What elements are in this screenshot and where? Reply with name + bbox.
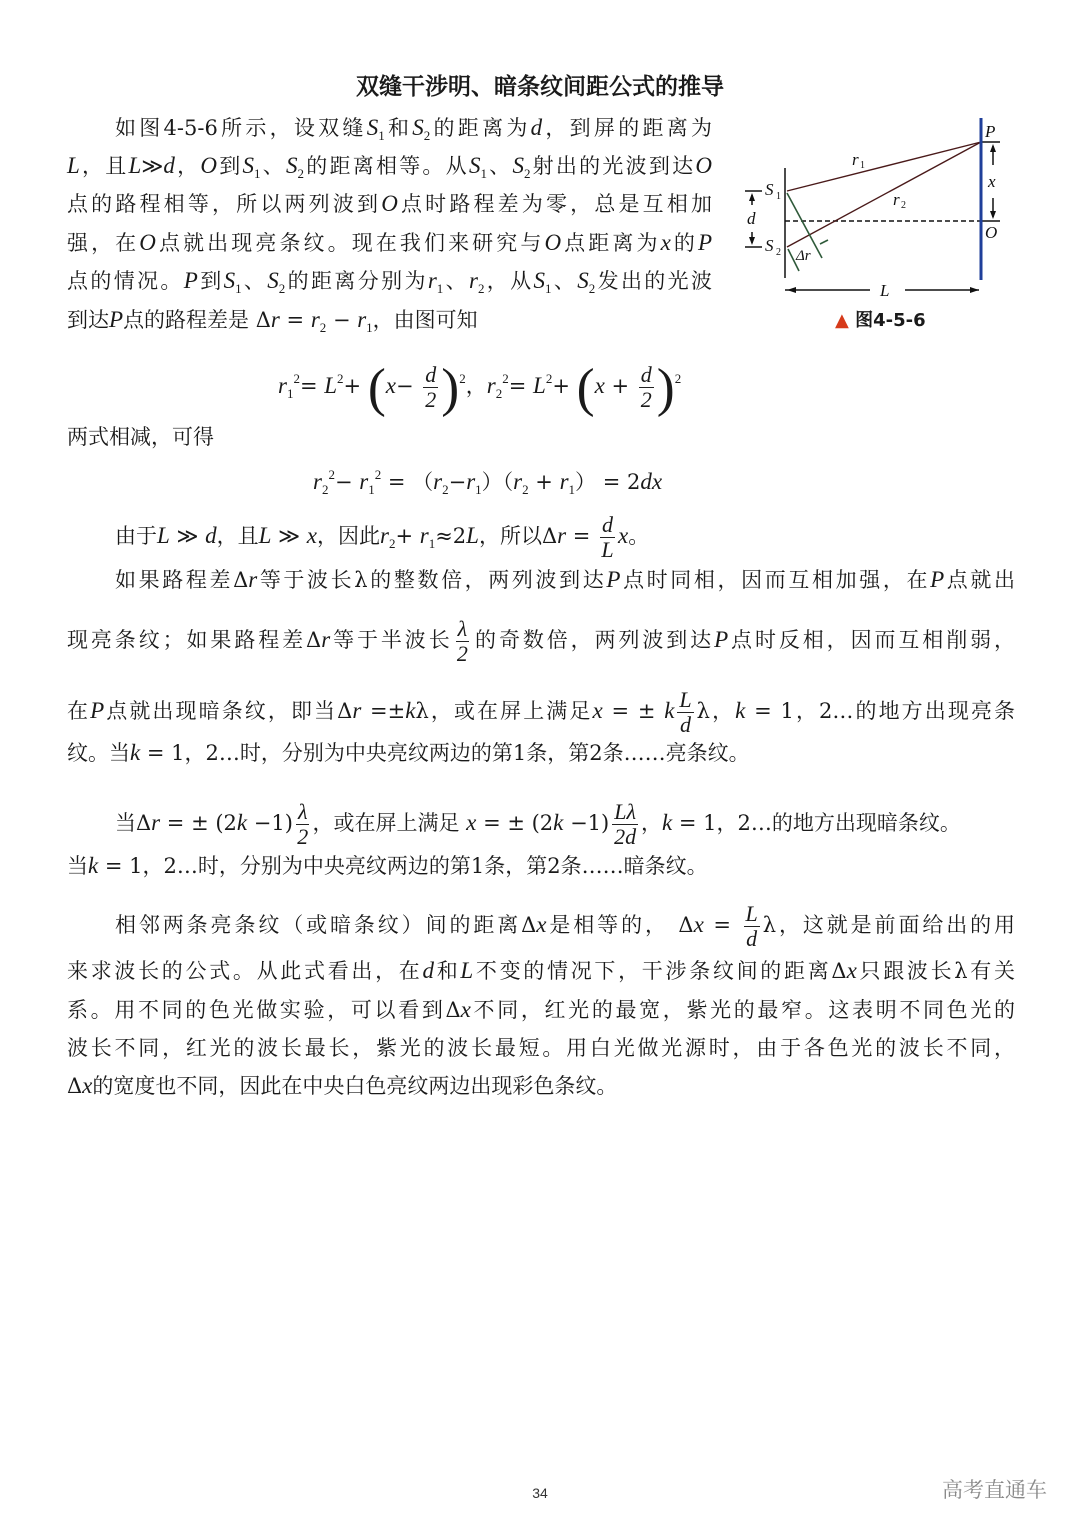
text: 当Δ bbox=[115, 811, 152, 835]
text: 两式相减，可得 bbox=[67, 425, 214, 449]
math-var: L bbox=[157, 523, 170, 548]
math-var: dx bbox=[640, 469, 663, 494]
math-var: L bbox=[128, 153, 142, 178]
text-line bbox=[67, 616, 1016, 666]
math-var: d bbox=[530, 115, 543, 140]
math-var: x bbox=[460, 997, 471, 1022]
math-var: d bbox=[422, 958, 434, 983]
text: 点时反相，因而互相削弱， bbox=[728, 628, 1016, 652]
math-var: r bbox=[357, 307, 367, 332]
subscript: 2 bbox=[477, 281, 485, 296]
math-var: S bbox=[412, 115, 424, 140]
text: 不变的情况下，干涉条纹间的距离Δ bbox=[473, 959, 847, 983]
math-var: L bbox=[460, 958, 474, 983]
math-var: P bbox=[930, 567, 945, 592]
math-var: r bbox=[559, 469, 569, 494]
label-O: O bbox=[985, 223, 998, 242]
numerator: d bbox=[602, 512, 614, 537]
math-var: x bbox=[660, 230, 671, 255]
text: = （ bbox=[381, 470, 434, 494]
text: ， bbox=[640, 811, 662, 835]
fraction bbox=[423, 363, 438, 412]
text: 、 bbox=[241, 269, 268, 293]
subscript: 2 bbox=[321, 482, 329, 497]
subscript: 1 bbox=[480, 166, 487, 181]
denominator: 2d bbox=[614, 824, 637, 849]
math-var: r bbox=[321, 627, 331, 652]
math-var: r bbox=[352, 698, 362, 723]
numerator: λ bbox=[297, 799, 308, 824]
text: 、 bbox=[260, 154, 286, 178]
math-var: k bbox=[130, 740, 141, 765]
label-L: L bbox=[880, 281, 890, 300]
text: 点就出 bbox=[944, 568, 1016, 592]
label-r2: r bbox=[893, 190, 900, 209]
math-var: L bbox=[466, 523, 479, 548]
text: ， bbox=[465, 374, 487, 398]
label-r1-sub: 1 bbox=[860, 160, 865, 171]
text: 点的路程差是 Δ bbox=[123, 308, 271, 332]
figure-caption bbox=[835, 306, 926, 332]
math-var: d bbox=[205, 523, 217, 548]
text: 点的路程相等，所以两列波到 bbox=[67, 192, 382, 216]
math-var: x bbox=[693, 912, 704, 937]
text: 和 bbox=[434, 959, 461, 983]
denominator: d bbox=[746, 926, 758, 951]
text: 到达 bbox=[67, 308, 109, 332]
text: 点就出现暗条纹，即当Δ bbox=[104, 699, 353, 723]
text: = bbox=[703, 913, 741, 937]
text: = bbox=[508, 374, 534, 398]
label-S2-sub: 2 bbox=[776, 247, 781, 258]
label-d: d bbox=[747, 209, 756, 228]
text: 、 bbox=[551, 269, 578, 293]
superscript: 2 bbox=[459, 371, 466, 386]
text: ，由图可知 bbox=[372, 308, 478, 332]
math-var: O bbox=[544, 230, 562, 255]
numerator: d bbox=[425, 362, 437, 387]
fraction bbox=[296, 800, 310, 849]
denominator: 2 bbox=[640, 387, 652, 412]
math-var: r bbox=[468, 268, 478, 293]
text: + bbox=[395, 524, 420, 548]
math-var: P bbox=[109, 307, 124, 332]
text-line bbox=[67, 995, 1015, 1025]
text: = 1，2…时，分别为中央亮纹两边的第1条，第2条……亮条纹。 bbox=[140, 741, 750, 765]
denominator: d bbox=[680, 712, 692, 737]
text-line bbox=[313, 460, 663, 497]
text: 点时同相，因而互相加强，在 bbox=[620, 568, 931, 592]
text: + bbox=[528, 470, 560, 494]
text: 的 bbox=[670, 231, 698, 255]
subscript: 2 bbox=[522, 482, 529, 497]
subscript: 1 bbox=[235, 281, 242, 296]
text: 的宽度也不同，因此在中央白色亮纹两边出现彩色条纹。 bbox=[92, 1074, 618, 1098]
page-title: 双缝干涉明、暗条纹间距公式的推导 bbox=[356, 74, 724, 100]
big-paren: ( bbox=[367, 357, 386, 418]
superscript: 2 bbox=[374, 467, 382, 482]
text-line bbox=[67, 422, 214, 452]
triangle-icon: ▲ bbox=[835, 310, 849, 331]
superscript: 2 bbox=[545, 371, 553, 386]
math-var: r bbox=[313, 469, 322, 494]
fraction bbox=[600, 513, 615, 562]
watermark: 高考直通车 bbox=[942, 1478, 1047, 1502]
superscript: 2 bbox=[337, 371, 344, 386]
math-var: S bbox=[577, 268, 589, 293]
text: 相邻两条亮条纹（或暗条纹）间的距离Δ bbox=[115, 913, 537, 937]
subscript: 1 bbox=[366, 320, 373, 335]
math-var: r bbox=[433, 469, 443, 494]
subscript: 1 bbox=[545, 281, 552, 296]
text-line bbox=[67, 738, 750, 768]
text: ，所以Δ bbox=[478, 524, 558, 548]
text: λ，这就是前面给出的用 bbox=[762, 913, 1016, 937]
text: = bbox=[566, 524, 598, 548]
superscript: 2 bbox=[502, 371, 509, 386]
text: ，且 bbox=[79, 154, 129, 178]
text: 纹。当 bbox=[67, 741, 130, 765]
text: 是相等的， Δ bbox=[546, 913, 694, 937]
text: Δ bbox=[67, 1074, 83, 1098]
math-var: d bbox=[163, 153, 175, 178]
text: 和 bbox=[384, 116, 413, 140]
text: 如果路程差Δ bbox=[115, 568, 249, 592]
text: ，且 bbox=[216, 524, 259, 548]
subscript: 2 bbox=[423, 128, 431, 143]
text: −1) bbox=[563, 811, 610, 835]
math-var: S bbox=[366, 115, 379, 140]
text: = ± (2 bbox=[160, 811, 237, 835]
math-var: S bbox=[223, 268, 236, 293]
math-var: S bbox=[533, 268, 546, 293]
text: ，从 bbox=[484, 269, 534, 293]
subscript: 2 bbox=[588, 281, 596, 296]
numerator: L bbox=[679, 687, 692, 712]
math-var: P bbox=[183, 268, 198, 293]
text: 、 bbox=[443, 269, 469, 293]
subscript: 2 bbox=[319, 320, 327, 335]
subscript: 2 bbox=[523, 166, 531, 181]
text-line bbox=[278, 357, 682, 418]
math-var: L bbox=[258, 523, 272, 548]
text: 系。用不同的色光做实验，可以看到Δ bbox=[67, 998, 461, 1022]
figure-double-slit-diagram bbox=[0, 0, 1080, 340]
math-var: x bbox=[536, 912, 547, 937]
math-var: L bbox=[67, 153, 80, 178]
math-var: r bbox=[248, 567, 258, 592]
math-var: L bbox=[533, 373, 546, 398]
text: = bbox=[279, 308, 311, 332]
text: ） = 2 bbox=[575, 470, 641, 494]
big-paren: ( bbox=[576, 357, 595, 418]
subscript: 1 bbox=[436, 281, 444, 296]
math-var: r bbox=[359, 469, 369, 494]
subscript: 1 bbox=[428, 536, 436, 551]
text: 到 bbox=[216, 154, 243, 178]
figure-caption-text: 图4-5-6 bbox=[855, 310, 926, 331]
math-var: P bbox=[714, 627, 729, 652]
subscript: 1 bbox=[286, 386, 294, 401]
text: 只跟波长λ有关 bbox=[856, 959, 1016, 983]
text: ≈2 bbox=[435, 524, 467, 548]
big-paren: ) bbox=[441, 357, 460, 418]
text: 当 bbox=[67, 854, 88, 878]
label-r2-sub: 2 bbox=[901, 200, 906, 211]
text: = ± (2 bbox=[476, 811, 554, 835]
label-S1: S bbox=[765, 180, 774, 199]
text: 来求波长的公式。从此式看出，在 bbox=[67, 959, 423, 983]
math-var: x bbox=[306, 523, 317, 548]
math-var: x bbox=[592, 698, 603, 723]
text: ，到屏的距离为 bbox=[542, 116, 713, 140]
math-var: x bbox=[385, 373, 397, 398]
text: 点就出现亮条纹。现在我们来研究与 bbox=[155, 231, 545, 255]
math-var: r bbox=[557, 523, 567, 548]
text: 发出的光波 bbox=[595, 269, 713, 293]
label-S1-sub: 1 bbox=[776, 191, 781, 202]
text-line bbox=[67, 1033, 1015, 1063]
math-var: k bbox=[661, 810, 673, 835]
numerator: Lλ bbox=[614, 799, 636, 824]
label-P: P bbox=[985, 122, 996, 141]
subscript: 1 bbox=[368, 482, 375, 497]
math-var: P bbox=[697, 230, 713, 255]
math-var: x bbox=[618, 523, 629, 548]
math-var: S bbox=[285, 153, 298, 178]
subscript: 1 bbox=[568, 482, 576, 497]
text-line bbox=[67, 687, 1016, 737]
text: − bbox=[396, 374, 421, 398]
text-line bbox=[67, 1071, 617, 1101]
text: = 1，2…时，分别为中央亮纹两边的第1条，第2条……暗条纹。 bbox=[98, 854, 708, 878]
math-var: r bbox=[151, 810, 161, 835]
text-line bbox=[115, 799, 961, 849]
math-var: x bbox=[846, 958, 857, 983]
big-paren: ) bbox=[656, 357, 675, 418]
text: ≫ bbox=[141, 154, 164, 178]
text: 到 bbox=[197, 269, 224, 293]
math-var: r bbox=[427, 268, 437, 293]
text: λ， bbox=[696, 699, 736, 723]
text: 的距离为 bbox=[430, 116, 531, 140]
text: 点距离为 bbox=[561, 231, 661, 255]
math-var: k bbox=[553, 810, 564, 835]
text: ≫ bbox=[169, 524, 206, 548]
math-var: r bbox=[380, 523, 389, 548]
math-var: r bbox=[513, 469, 523, 494]
text: + bbox=[343, 374, 368, 398]
subscript: 2 bbox=[495, 386, 503, 401]
math-var: x bbox=[594, 373, 605, 398]
math-var: r bbox=[466, 469, 476, 494]
math-var: O bbox=[200, 153, 217, 178]
math-var: k bbox=[405, 698, 416, 723]
fraction bbox=[456, 617, 470, 666]
text: 的奇数倍，两列波到达 bbox=[472, 628, 715, 652]
text: 在 bbox=[67, 699, 91, 723]
denominator: L bbox=[601, 537, 614, 562]
math-var: x bbox=[466, 810, 477, 835]
text: − bbox=[448, 470, 467, 494]
math-var: S bbox=[242, 153, 254, 178]
math-var: r bbox=[270, 307, 280, 332]
math-var: r bbox=[310, 307, 320, 332]
superscript: 2 bbox=[293, 371, 300, 386]
math-var: O bbox=[139, 230, 156, 255]
text: − bbox=[334, 470, 360, 494]
text: + bbox=[552, 374, 577, 398]
text: ，因此 bbox=[317, 524, 380, 548]
fraction bbox=[639, 363, 654, 412]
math-var: k bbox=[664, 698, 675, 723]
text: ， bbox=[174, 154, 201, 178]
subscript: 2 bbox=[278, 281, 286, 296]
math-var: O bbox=[695, 153, 713, 178]
label-delta-r: Δr bbox=[796, 248, 811, 264]
numerator: L bbox=[745, 901, 758, 926]
label-x: x bbox=[988, 172, 996, 191]
denominator: 2 bbox=[425, 387, 437, 412]
math-var: P bbox=[90, 698, 105, 723]
page-number: 34 bbox=[532, 1485, 548, 1501]
text: 等于半波长 bbox=[330, 628, 453, 652]
subscript: 2 bbox=[442, 482, 449, 497]
math-var: x bbox=[82, 1073, 93, 1098]
label-r1: r bbox=[852, 150, 859, 169]
text: 等于波长λ的整数倍，两列波到达 bbox=[257, 568, 607, 592]
math-var: k bbox=[236, 810, 248, 835]
math-var: r bbox=[278, 373, 287, 398]
text-line bbox=[67, 956, 1015, 986]
text: + bbox=[604, 374, 636, 398]
text: 点时路程差为零，总是互相加 bbox=[397, 192, 712, 216]
superscript: 2 bbox=[328, 467, 335, 482]
fraction bbox=[612, 800, 638, 849]
denominator: 2 bbox=[456, 641, 468, 666]
text: = 1，2…的地方出现暗条纹。 bbox=[672, 811, 961, 835]
math-var: k bbox=[88, 853, 99, 878]
text: 点的情况。 bbox=[67, 269, 184, 293]
text: 不同，红光的最宽，紫光的最窄。这表明不同色光的 bbox=[470, 998, 1015, 1022]
math-var: r bbox=[486, 373, 496, 398]
math-var: k bbox=[735, 698, 746, 723]
text: =± bbox=[361, 699, 406, 723]
text-line bbox=[115, 512, 650, 562]
label-S2: S bbox=[765, 236, 774, 255]
text: λ，或在屏上满足 bbox=[415, 699, 593, 723]
text: 的距离相等。从 bbox=[303, 154, 469, 178]
math-var: S bbox=[267, 268, 279, 293]
subscript: 1 bbox=[378, 128, 385, 143]
text: ，或在屏上满足 bbox=[312, 811, 467, 835]
text-line bbox=[67, 851, 708, 881]
subscript: 2 bbox=[297, 166, 304, 181]
text: 、 bbox=[486, 154, 513, 178]
math-var: L bbox=[324, 373, 338, 398]
subscript: 2 bbox=[388, 536, 396, 551]
denominator: 2 bbox=[297, 824, 309, 849]
math-var: S bbox=[512, 153, 524, 178]
math-var: S bbox=[468, 153, 481, 178]
text-line bbox=[115, 901, 1016, 951]
math-var: r bbox=[419, 523, 429, 548]
text: 如图4-5-6所示，设双缝 bbox=[115, 116, 367, 140]
subscript: 1 bbox=[253, 166, 261, 181]
text: 强，在 bbox=[67, 231, 140, 255]
text: 。 bbox=[628, 524, 650, 548]
text-line bbox=[115, 565, 1015, 595]
text: − bbox=[326, 308, 358, 332]
text: 现亮条纹；如果路程差Δ bbox=[67, 628, 322, 652]
text: 的距离分别为 bbox=[285, 269, 428, 293]
numerator: d bbox=[640, 362, 652, 387]
text: 射出的光波到达 bbox=[530, 154, 696, 178]
math-var: O bbox=[381, 191, 398, 216]
text: 由于 bbox=[115, 524, 157, 548]
superscript: 2 bbox=[674, 371, 682, 386]
text: = ± bbox=[602, 699, 665, 723]
math-var: P bbox=[606, 567, 621, 592]
fraction bbox=[677, 688, 693, 737]
text: ）（ bbox=[481, 470, 514, 494]
text: −1) bbox=[247, 811, 293, 835]
fraction bbox=[744, 902, 760, 951]
subscript: 1 bbox=[475, 482, 482, 497]
numerator: λ bbox=[457, 616, 468, 641]
text: ≫ bbox=[271, 524, 307, 548]
text: = bbox=[299, 374, 325, 398]
text: 波长不同，红光的波长最长，紫光的波长最短。用白光做光源时，由于各色光的波长不同， bbox=[67, 1036, 1015, 1060]
text: = 1，2…的地方出现亮条 bbox=[745, 699, 1016, 723]
